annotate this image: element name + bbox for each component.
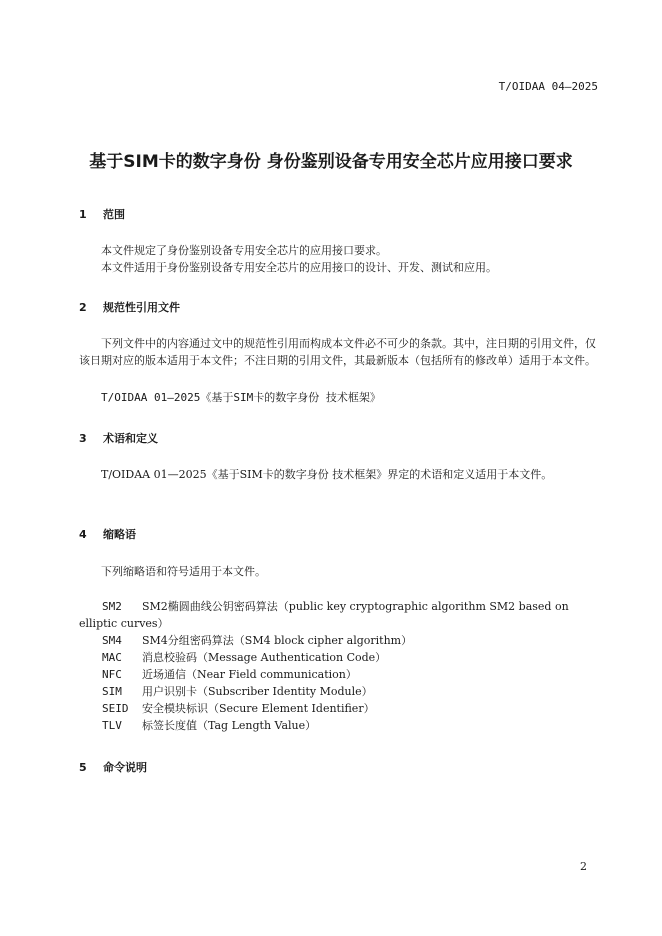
section-number: 4 (79, 528, 87, 541)
section-title: 规范性引用文件 (103, 301, 180, 314)
abbreviation-description: SM2椭圆曲线公钥密码算法（public key cryptographic algorithm SM2 based on elliptic curves） (79, 600, 569, 630)
document-title: 基于SIM卡的数字身份 身份鉴别设备专用安全芯片应用接口要求 (89, 152, 573, 172)
abbreviation-term: SIM (102, 685, 122, 698)
section-heading-commands (79, 759, 147, 775)
section-number: 1 (79, 208, 87, 221)
section-title: 术语和定义 (103, 432, 158, 445)
abbreviation-term: SEID (102, 702, 129, 715)
section-number: 5 (79, 761, 87, 774)
section-heading-normative-references (79, 299, 180, 315)
abbreviation-description: 用户识别卡（Subscriber Identity Module） (142, 685, 373, 698)
abbreviation-row (102, 649, 386, 666)
abbreviation-row (102, 717, 316, 734)
section-number: 3 (79, 432, 87, 445)
normative-paragraph: 下列文件中的内容通过文中的规范性引用而构成本文件必不可少的条款。其中，注日期的引用文件，仅该日期对应的版本适用于本文件；不注日期的引用文件，其最新版本（包括所有的修改单）适用于本文件。 (79, 337, 596, 367)
abbreviation-row (102, 700, 375, 717)
section-heading-abbreviations (79, 526, 136, 542)
abbreviation-row-sm2 (79, 598, 599, 632)
abbreviation-description: SM4分组密码算法（SM4 block cipher algorithm） (142, 634, 413, 647)
abbreviation-term: NFC (102, 668, 122, 681)
abbreviation-row (102, 632, 412, 649)
scope-paragraph-1: 本文件规定了身份鉴别设备专用安全芯片的应用接口要求。 (101, 244, 387, 257)
scope-paragraph-2: 本文件适用于身份鉴别设备专用安全芯片的应用接口的设计、开发、测试和应用。 (101, 261, 497, 274)
section-title: 缩略语 (103, 528, 136, 541)
page-number: 2 (580, 860, 587, 873)
section-title: 范围 (103, 208, 125, 221)
abbreviation-description: 标签长度值（Tag Length Value） (142, 719, 317, 732)
abbreviations-intro: 下列缩略语和符号适用于本文件。 (101, 565, 266, 578)
document-code: T/OIDAA 04—2025 (498, 80, 598, 93)
abbreviation-term: TLV (102, 719, 122, 732)
section-heading-scope (79, 206, 125, 222)
abbreviation-term: MAC (102, 651, 122, 664)
abbreviation-row (102, 666, 357, 683)
terms-paragraph: T/OIDAA 01—2025《基于SIM卡的数字身份 技术框架》界定的术语和定义适用于本文件。 (101, 468, 553, 481)
abbreviation-term: SM2 (102, 600, 122, 613)
abbreviation-description: 消息校验码（Message Authentication Code） (142, 651, 387, 664)
section-number: 2 (79, 301, 87, 314)
abbreviation-term: SM4 (102, 634, 122, 647)
abbreviation-description: 安全模块标识（Secure Element Identifier） (142, 702, 375, 715)
section-title: 命令说明 (103, 761, 147, 774)
abbreviation-row (102, 683, 373, 700)
abbreviation-description: 近场通信（Near Field communication） (142, 668, 357, 681)
section-heading-terms (79, 430, 158, 446)
normative-reference: T/OIDAA 01—2025《基于SIM卡的数字身份 技术框架》 (101, 391, 381, 404)
